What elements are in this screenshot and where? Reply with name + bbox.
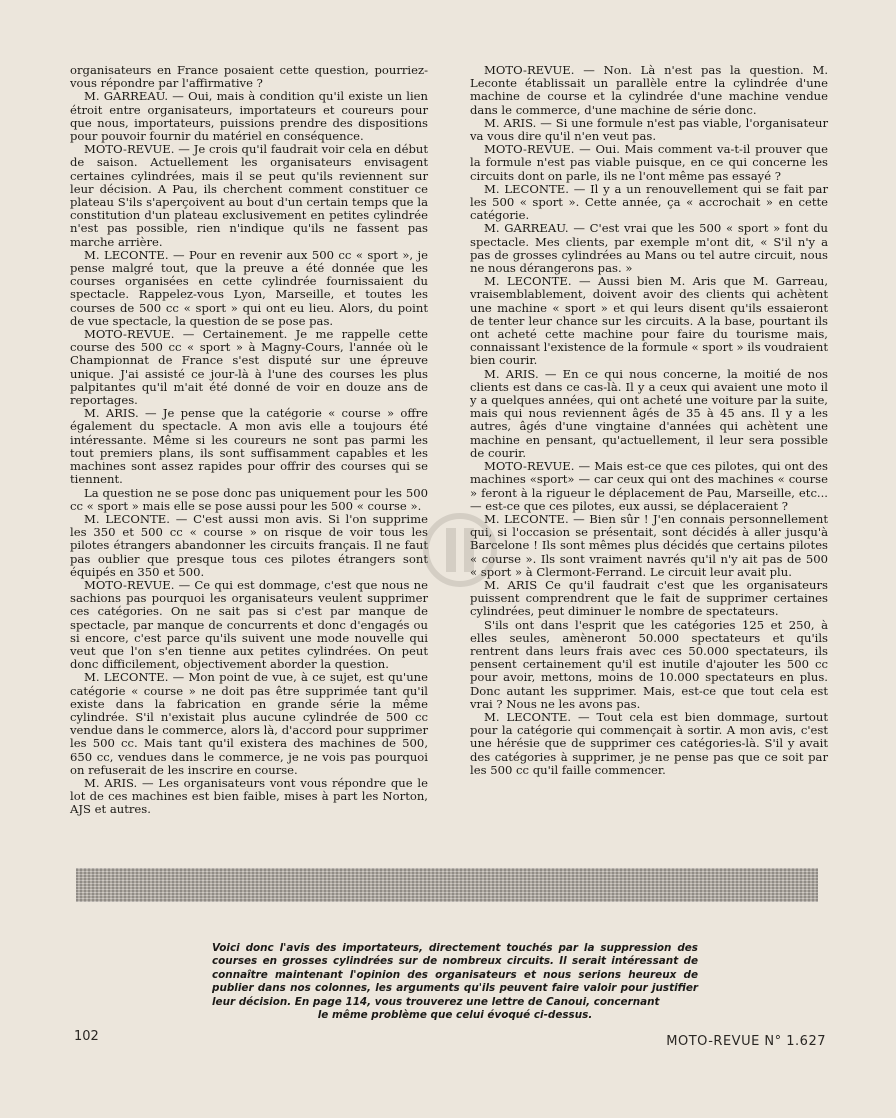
paragraph: M. ARIS. — Si une formule n'est pas viable, l'organisateur va vous dire qu'il n'en veut pas. [470,115,828,144]
editor-note-text: Voici donc l'avis des importateurs, directement touchés par la suppression des courses en grosses cylindrées sur de nombreux circuits. Il serait intéressant de connaître maintenant l'opinion des organisateurs et nous serions heureux de publier dans nos colonnes, les arguments qu'ils peuvent faire valoir pour justifier leur décision. En page 114, vous trouverez une lettre de Canoui, concernant [212,942,698,1008]
right-column [470,64,828,777]
paragraph: M. LECONTE. — Il y a un renouvellement qui se fait par les 500 « sport ». Cette année, ça « accrochait » en cette catégorie. [470,181,828,223]
magazine-issue-label: MOTO-REVUE N° 1.627 [666,1034,826,1049]
paragraph: MOTO-REVUE. — Oui. Mais comment va-t-il prouver que la formule n'est pas viable puisque, en ce qui concerne les circuits dont on parle, ils ne l'ont même pas essayé ? [470,142,828,183]
paragraph: MOTO-REVUE. — Certainement. Je me rappelle cette course des 500 cc « sport » à Magny-Cours, l'année où le Championnat de France s'est disputé sur une épreuve unique. J'ai assisté ce jour-là à l'une des courses les plus palpitantes qu'il m'ait été donné de voir en douze ans de reportages. [70,327,428,408]
paragraph: MOTO-REVUE. — Je crois qu'il faudrait voir cela en début de saison. Actuellement les organisateurs envisagent certaines cylindrées, mais il se peut qu'ils reviennent sur leur décision. A Pau, ils cherchent comment constituer ce plateau S'ils s'aperçoivent au bout d'un certain temps que la constitution d'un plateau exclusivement en petites cylindrée n'est pas possible, rien n'indique qu'ils ne fassent pas marche arrière. [70,142,428,249]
paragraph: M. LECONTE. — Tout cela est bien dommage, surtout pour la catégorie qui commençait à sortir. A mon avis, c'est une hérésie que de supprimer ces catégories-là. S'il y avait des catégories à supprimer, je ne pense pas que ce soit par les 500 cc qu'il faille commencer. [470,709,828,777]
paragraph: M. ARIS. — Les organisateurs vont vous répondre que le lot de ces machines est bien faible, mises à part les Norton, AJS et autres. [70,775,428,817]
left-column [70,64,428,817]
halftone-divider-band [76,868,818,902]
paragraph: M. ARIS. — Je pense que la catégorie « course » offre également du spectacle. A mon avis elle a toujours été intéressante. Même si les coureurs ne sont pas parmi les tout premiers plans, ils sont suffisamment capables et les machines sont assez rapides pour offrir des courses qui se tiennent. [70,406,428,487]
paragraph: MOTO-REVUE. — Mais est-ce que ces pilotes, qui ont des machines «sport» — car ceux qui ont des machines « course » feront à la rigueur le déplacement de Pau, Marseille, etc... — est-ce que ces pilotes, eux aussi, se déplaceraient ? [470,459,828,513]
editor-note [212,942,698,1022]
paragraph: organisateurs en France posaient cette question, pourriez-vous répondre par l'affirmative ? [70,63,428,91]
paragraph: La question ne se pose donc pas uniquement pour les 500 cc « sport » mais elle se pose aussi pour les 500 « course ». [70,485,428,513]
paragraph: M. GARREAU. — Oui, mais à condition qu'il existe un lien étroit entre organisateurs, importateurs et coureurs pour que nous, importateurs, puissions prendre des dispositions pour pouvoir fournir du matériel en conséquence. [70,89,428,144]
paragraph: M. LECONTE. — Mon point de vue, à ce sujet, est qu'une catégorie « course » ne doit pas être supprimée tant qu'il existe dans la fabrication en grande série la même cylindrée. S'il n'existait plus aucune cylindrée de 500 cc vendue dans le commerce, alors là, d'accord pour supprimer les 500 cc. Mais tant qu'il existera des machines de 500, 650 cc, vendues dans le commerce, je ne vois pas pourquoi on refuserait de les inscrire en course. [70,670,428,777]
paragraph: M. LECONTE. — C'est aussi mon avis. Si l'on supprime les 350 et 500 cc « course » on risque de voir tous les pilotes étrangers abandonner les circuits français. Il ne faut pas oublier que presque tous ces pilotes étrangers sont équipés en 350 et 500. [70,511,428,579]
paragraph: MOTO-REVUE. — Ce qui est dommage, c'est que nous ne sachions pas pourquoi les organisateurs veulent supprimer ces catégories. On ne sait pas si c'est par manque de spectacle, par manque de concurrents et donc d'engagés ou si encore, c'est parce qu'ils suivent une mode nouvelle qui veut que l'on s'en tienne aux petites cylindrées. On peut donc difficilement, objectivement aborder la question. [70,577,428,672]
paragraph: S'ils ont dans l'esprit que les catégories 125 et 250, à elles seules, amèneront 50.000 spectateurs et qu'ils rentrent dans leurs frais avec ces 50.000 spectateurs, ils pensent certainement qu'il est inutile d'ajouter les 500 cc pour avoir, mettons, moins de 10.000 spectateurs en plus. Donc autant les supprimer. Mais, est-ce que tout cela est vrai ? Nous ne les avons pas. [470,617,828,711]
page-number: 102 [74,1029,99,1044]
paragraph: MOTO-REVUE. — Non. Là n'est pas la question. M. Leconte établissait un parallèle entre la cylindrée d'une machine de course et la cylindrée d'une machine vendue dans le commerce, d'une machine de série donc. [470,63,828,117]
watermark-logo-icon [420,500,500,600]
paragraph: M. GARREAU. — C'est vrai que les 500 « sport » font du spectacle. Mes clients, par exemple m'ont dit, « S'il n'y a pas de grosses cylindrées au Mans ou tel autre circuit, nous ne nous dérangerons pas. » [470,221,828,276]
paragraph: M. LECONTE. — Aussi bien M. Aris que M. Garreau, vraisemblablement, doivent avoir des clients qui achètent une machine « sport » et qui leurs disent qu'ils essaieront de tenter leur chance sur les circuits. A la base, pourtant ils ont acheté cette machine pour faire du tourisme mais, connaissant l'existence de la formule « sport » ils voudraient bien courir. [470,274,828,368]
paragraph: M. ARIS Ce qu'il faudrait c'est que les organisateurs puissent comprendrent que le fait de supprimer certaines cylindrées, peut diminuer le nombre de spectateurs. [470,577,828,619]
editor-note-last-line: le même problème que celui évoqué ci-dessus. [317,1009,593,1022]
paragraph: M. ARIS. — En ce qui nous concerne, la moitié de nos clients est dans ce cas-là. Il y a ceux qui avaient une moto il y a quelques années, qui ont acheté une voiture par la suite, mais qui nous reviennent âgés de 35 à 45 ans. Il y a les autres, âgés d'une vingtaine d'années qui achètent une machine en pensant, qu'actuellement, il leur sera possible de courir. [470,366,828,460]
paragraph: M. LECONTE. — Bien sûr ! J'en connais personnellement qui, si l'occasion se présentait, sont décidés à aller jusqu'à Barcelone ! Ils sont mêmes plus décidés que certains pilotes « course ». Ils sont vraiment navrés qu'il n'y ait pas de 500 « sport » à Clermont-Ferrand. Le circuit leur avait plu. [470,511,828,579]
paragraph: M. LECONTE. — Pour en revenir aux 500 cc « sport », je pense malgré tout, que la preuve a été donnée que les courses organisées en cette cylindrée fournissaient du spectacle. Rappelez-vous Lyon, Marseille, et toutes les courses de 500 cc « sport » qui ont eu lieu. Alors, du point de vue spectacle, la question de se pose pas. [70,247,428,328]
